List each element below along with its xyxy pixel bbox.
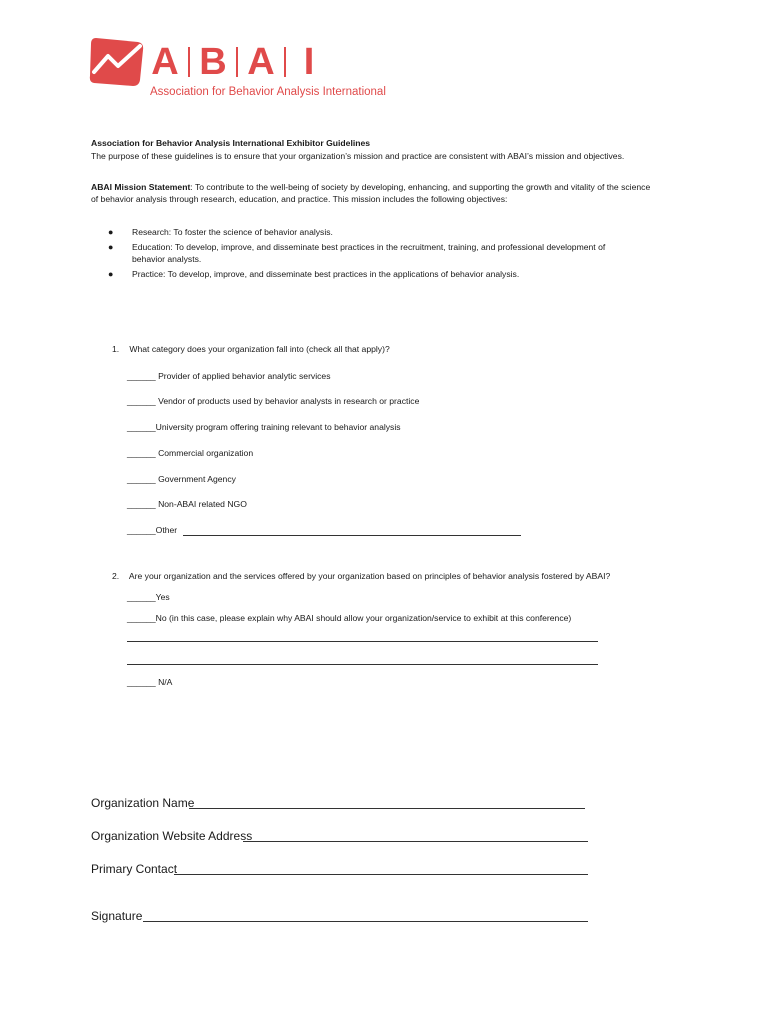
list-item (108, 268, 638, 280)
q1-option-vendor[interactable]: ______ Vendor of products used by behavior analysts in research or practice (127, 396, 420, 406)
question-2-number: 2. (112, 571, 120, 581)
mission-label: ABAI Mission Statement (91, 182, 191, 192)
other-fill-line[interactable] (183, 535, 521, 536)
question-2-text: Are your organization and the services offered by your organization based on principles of behavior analysis fostered by ABAI? (128, 571, 611, 581)
logo-letter-a2: A (247, 40, 275, 83)
bullet-icon: ● (108, 269, 114, 279)
objective-research: Research: To foster the science of behavior analysis. (132, 227, 333, 237)
question-1 (112, 344, 390, 354)
logo-divider (188, 47, 190, 77)
signature-field[interactable] (143, 921, 588, 922)
logo-divider (236, 47, 238, 77)
list-item (108, 241, 638, 265)
question-1-text: What category does your organization fall into (check all that apply)? (129, 344, 390, 354)
question-2 (112, 571, 610, 581)
mission-statement (91, 181, 651, 205)
q1-option-provider[interactable]: ______ Provider of applied behavior analytic services (127, 371, 331, 381)
explanation-line-1[interactable] (127, 641, 598, 642)
q2-option-na[interactable]: ______ N/A (127, 677, 173, 687)
q1-option-ngo[interactable]: ______ Non-ABAI related NGO (127, 499, 247, 509)
document-title: Association for Behavior Analysis International Exhibitor Guidelines (91, 138, 371, 148)
signature-label: Signature (91, 909, 143, 923)
bullet-icon: ● (108, 242, 114, 252)
abai-logo-mark-icon (88, 36, 148, 88)
org-name-label: Organization Name (91, 796, 195, 810)
question-1-number: 1. (112, 344, 120, 354)
q2-option-no[interactable]: ______No (in this case, please explain why ABAI should allow your organization/service to exhibit at this conference) (127, 613, 572, 623)
objective-practice: Practice: To develop, improve, and disseminate best practices in the applications of behavior analysis. (132, 269, 520, 279)
abai-logo (88, 36, 386, 106)
bullet-icon: ● (108, 227, 114, 237)
abai-logo-letters (148, 42, 326, 82)
q1-option-university[interactable]: ______University program offering training relevant to behavior analysis (127, 422, 401, 432)
org-name-field[interactable] (189, 808, 585, 809)
mission-text: : To contribute to the well-being of society by developing, enhancing, and supporting the growth and vitality of the science of behavior analysis through research, education, and practice. This mission includes the following objectives: (91, 182, 651, 204)
objectives-list (108, 226, 638, 283)
q1-option-government[interactable]: ______ Government Agency (127, 474, 236, 484)
explanation-line-2[interactable] (127, 664, 598, 665)
logo-divider (284, 47, 286, 77)
q1-option-other[interactable]: ______Other (127, 525, 178, 535)
website-label: Organization Website Address (91, 829, 253, 843)
website-field[interactable] (243, 841, 588, 842)
primary-contact-label: Primary Contact (91, 862, 178, 876)
list-item (108, 226, 638, 238)
logo-letter-b: B (199, 40, 227, 83)
purpose-statement: The purpose of these guidelines is to ensure that your organization’s mission and practice are consistent with ABAI’s mission and objectives. (91, 151, 625, 161)
q1-option-commercial[interactable]: ______ Commercial organization (127, 448, 254, 458)
primary-contact-field[interactable] (174, 874, 588, 875)
objective-education: Education: To develop, improve, and disseminate best practices in the recruitment, training, and professional development of behavior analysts. (132, 242, 606, 264)
logo-letter-i: I (303, 40, 315, 83)
logo-letter-a1: A (151, 40, 179, 83)
logo-subtitle: Association for Behavior Analysis International (150, 86, 386, 98)
q2-option-yes[interactable]: ______Yes (127, 592, 170, 602)
